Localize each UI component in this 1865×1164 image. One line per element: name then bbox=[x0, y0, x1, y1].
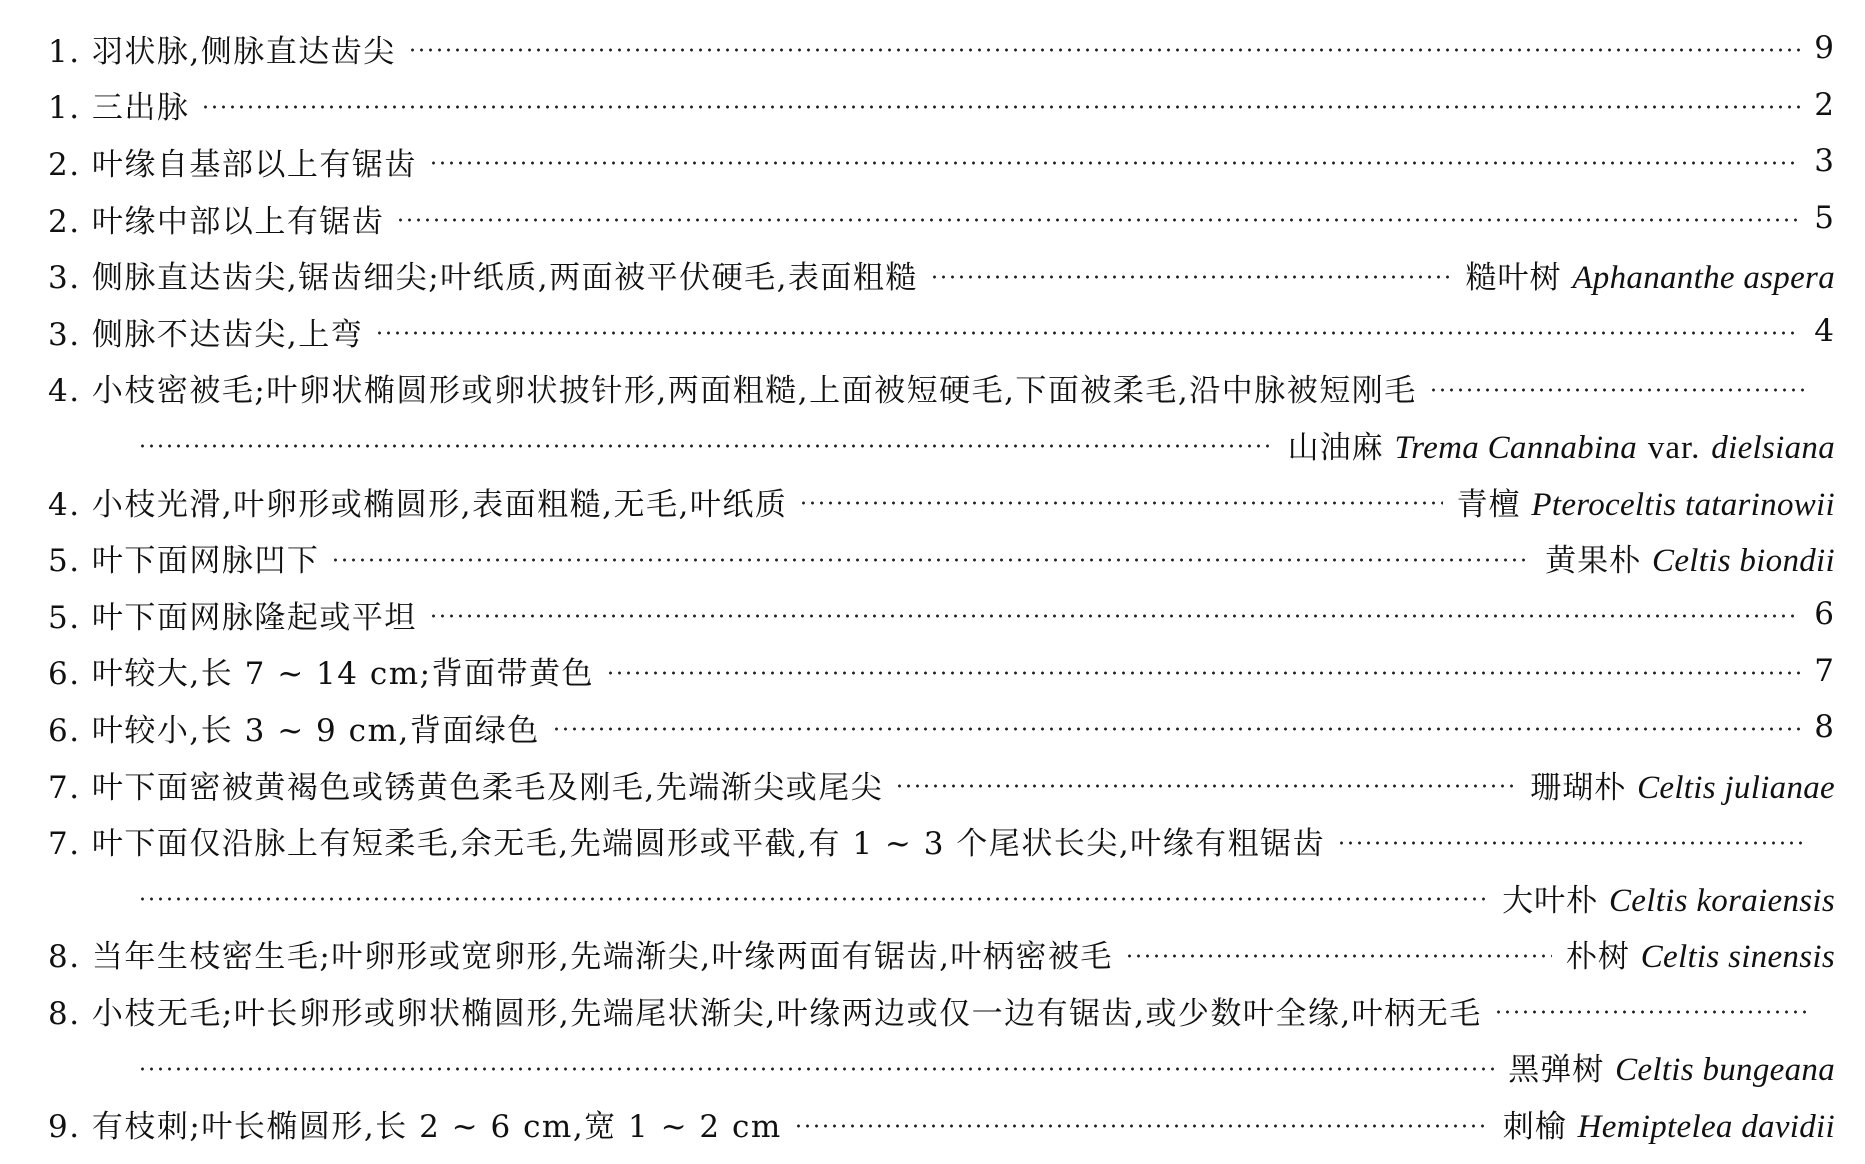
dot-leader bbox=[1429, 388, 1807, 392]
next-step: 8 bbox=[1814, 709, 1835, 746]
next-step: 6 bbox=[1814, 596, 1835, 633]
latin-name: Pteroceltis tatarinowii bbox=[1531, 486, 1835, 523]
chinese-name: 山油麻 bbox=[1287, 429, 1384, 466]
dot-leader bbox=[429, 614, 1800, 618]
latin-name: Celtis sinensis bbox=[1640, 939, 1835, 976]
key-line bbox=[0, 473, 1865, 530]
taxon-name bbox=[1530, 762, 1835, 807]
taxon-name bbox=[1545, 535, 1835, 580]
next-step: 7 bbox=[1814, 652, 1835, 689]
key-line bbox=[0, 133, 1865, 190]
key-line bbox=[0, 756, 1865, 813]
key-line bbox=[0, 190, 1865, 247]
taxon-name bbox=[1566, 931, 1835, 976]
key-line-continuation bbox=[0, 1039, 1865, 1096]
couplet-text: 9. 有枝刺;叶长椭圆形,长 2 ~ 6 cm,宽 1 ~ 2 cm bbox=[48, 1109, 782, 1146]
next-step: 4 bbox=[1814, 313, 1835, 350]
couplet-text: 3. 侧脉不达齿尖,上弯 bbox=[48, 316, 364, 353]
dot-leader bbox=[1337, 841, 1807, 845]
couplet-text: 5. 叶下面网脉凹下 bbox=[48, 543, 320, 580]
infraspecific-rank: var. bbox=[1647, 429, 1701, 466]
key-line bbox=[0, 926, 1865, 983]
couplet-text: 8. 当年生枝密生毛;叶卵形或宽卵形,先端渐尖,叶缘两面有锯齿,叶柄密被毛 bbox=[48, 939, 1113, 976]
taxon-name bbox=[1508, 1044, 1835, 1089]
dot-leader bbox=[799, 501, 1442, 505]
couplet-text: 5. 叶下面网脉隆起或平坦 bbox=[48, 599, 417, 636]
dot-leader bbox=[1125, 954, 1552, 958]
key-line bbox=[0, 529, 1865, 586]
couplet-text: 6. 叶较小,长 3 ~ 9 cm,背面绿色 bbox=[48, 712, 540, 749]
chinese-name: 大叶朴 bbox=[1502, 882, 1599, 919]
dot-leader bbox=[794, 1124, 1489, 1128]
latin-epithet: dielsiana bbox=[1711, 429, 1835, 466]
couplet-text: 7. 叶下面密被黄褐色或锈黄色柔毛及刚毛,先端渐尖或尾尖 bbox=[48, 769, 884, 806]
key-line bbox=[0, 699, 1865, 756]
key-line bbox=[0, 303, 1865, 360]
couplet-text: 4. 小枝光滑,叶卵形或椭圆形,表面粗糙,无毛,叶纸质 bbox=[48, 486, 788, 523]
couplet-text: 2. 叶缘自基部以上有锯齿 bbox=[48, 146, 417, 183]
next-step: 3 bbox=[1814, 143, 1835, 180]
couplet-text: 6. 叶较大,长 7 ~ 14 cm;背面带黄色 bbox=[48, 656, 595, 693]
key-line bbox=[0, 246, 1865, 303]
chinese-name: 青檀 bbox=[1456, 486, 1521, 523]
next-step: 9 bbox=[1814, 30, 1835, 67]
taxon-name bbox=[1288, 422, 1835, 467]
chinese-name: 刺榆 bbox=[1502, 1109, 1567, 1146]
taxon-name bbox=[1502, 875, 1835, 920]
couplet-text: 8. 小枝无毛;叶长卵形或卵状椭圆形,先端尾状渐尖,叶缘两边或仅一边有锯齿,或少数叶全缘,叶柄无毛 bbox=[48, 995, 1482, 1032]
dichotomous-key bbox=[0, 20, 1865, 1152]
next-step: 5 bbox=[1814, 200, 1835, 237]
couplet-text: 1. 羽状脉,侧脉直达齿尖 bbox=[48, 33, 396, 70]
dot-leader bbox=[606, 671, 1800, 675]
key-line bbox=[0, 643, 1865, 700]
taxon-name bbox=[1465, 252, 1835, 297]
dot-leader bbox=[375, 331, 1800, 335]
dot-leader bbox=[201, 105, 1800, 109]
dot-leader bbox=[930, 275, 1452, 279]
dot-leader bbox=[138, 444, 1274, 448]
dot-leader bbox=[396, 218, 1800, 222]
dot-leader bbox=[1494, 1010, 1807, 1014]
key-line bbox=[0, 20, 1865, 77]
dot-leader bbox=[138, 1067, 1494, 1071]
taxon-name bbox=[1457, 479, 1835, 524]
key-line-continuation bbox=[0, 416, 1865, 473]
taxon-name bbox=[1503, 1101, 1835, 1146]
chinese-name: 黄果朴 bbox=[1545, 543, 1642, 580]
latin-name: Celtis julianae bbox=[1637, 769, 1835, 806]
chinese-name: 朴树 bbox=[1565, 939, 1630, 976]
chinese-name: 黑弹树 bbox=[1508, 1052, 1605, 1089]
latin-name: Celtis biondii bbox=[1652, 543, 1835, 580]
key-line bbox=[0, 982, 1865, 1039]
dot-leader bbox=[895, 784, 1516, 788]
key-line bbox=[0, 77, 1865, 134]
dot-leader bbox=[408, 48, 1800, 52]
latin-name: Celtis bungeana bbox=[1615, 1052, 1835, 1089]
chinese-name: 糙叶树 bbox=[1465, 260, 1562, 297]
latin-name: Hemiptelea davidii bbox=[1577, 1109, 1835, 1146]
couplet-text: 1. 三出脉 bbox=[48, 90, 190, 127]
key-line bbox=[0, 586, 1865, 643]
dot-leader bbox=[331, 558, 1531, 562]
dot-leader bbox=[138, 897, 1488, 901]
dot-leader bbox=[429, 161, 1800, 165]
couplet-text: 2. 叶缘中部以上有锯齿 bbox=[48, 203, 385, 240]
latin-name: Aphananthe aspera bbox=[1572, 260, 1835, 297]
dot-leader bbox=[552, 727, 1801, 731]
couplet-text: 7. 叶下面仅沿脉上有短柔毛,余无毛,先端圆形或平截,有 1 ~ 3 个尾状长尖,叶缘有粗锯齿 bbox=[48, 826, 1326, 863]
key-line bbox=[0, 1095, 1865, 1152]
key-line-continuation bbox=[0, 869, 1865, 926]
next-step: 2 bbox=[1814, 86, 1835, 123]
key-line bbox=[0, 360, 1865, 417]
latin-name: Trema Cannabina bbox=[1394, 429, 1637, 466]
couplet-text: 3. 侧脉直达齿尖,锯齿细尖;叶纸质,两面被平伏硬毛,表面粗糙 bbox=[48, 260, 918, 297]
chinese-name: 珊瑚朴 bbox=[1530, 769, 1627, 806]
latin-name: Celtis koraiensis bbox=[1608, 882, 1835, 919]
key-line bbox=[0, 812, 1865, 869]
couplet-text: 4. 小枝密被毛;叶卵状椭圆形或卵状披针形,两面粗糙,上面被短硬毛,下面被柔毛,沿中脉被短刚毛 bbox=[48, 373, 1417, 410]
